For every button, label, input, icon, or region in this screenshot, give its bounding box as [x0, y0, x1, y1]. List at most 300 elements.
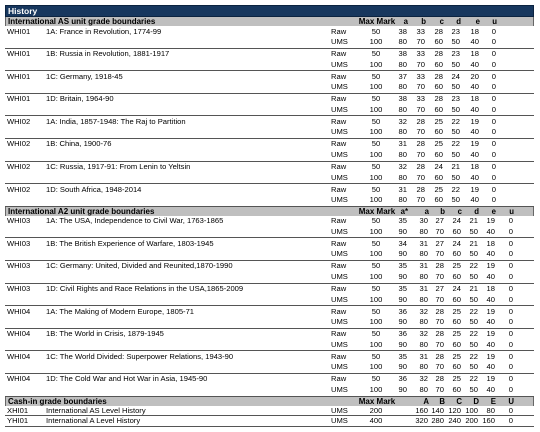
- raw-grade-value: 33: [416, 26, 425, 36]
- unit-row: [5, 306, 534, 329]
- cashin-code: XHI01: [7, 405, 29, 415]
- raw-max-mark: 50: [371, 351, 381, 361]
- unit-code: WHI03: [7, 238, 31, 248]
- raw-grade-value: 19: [470, 184, 479, 194]
- mark-type-raw: Raw: [331, 94, 347, 104]
- raw-grade-value: 24: [434, 162, 443, 172]
- cashin-max-mark: 200: [369, 405, 383, 415]
- raw-grade-value: 32: [398, 116, 407, 126]
- ums-grade-value: 40: [470, 104, 479, 114]
- unit-name: 1A: The USA, Independence to Civil War, 1763-1865: [46, 216, 224, 226]
- ums-grade-value: 60: [434, 104, 443, 114]
- raw-grade-value: 22: [469, 261, 478, 271]
- raw-grade-value: 25: [434, 139, 443, 149]
- raw-grade-value: 27: [435, 284, 444, 294]
- unit-code: WHI04: [7, 306, 31, 316]
- raw-grade-value: 22: [451, 116, 460, 126]
- raw-line: [5, 352, 534, 362]
- raw-grade-value: 19: [470, 116, 479, 126]
- ums-grade-value: 40: [486, 271, 495, 281]
- a2-max-mark-header: Max Mark: [358, 206, 396, 216]
- mark-type-ums: UMS: [331, 149, 348, 159]
- raw-grade-value: 32: [419, 374, 428, 384]
- raw-grade-value: 25: [434, 184, 443, 194]
- mark-type-ums: UMS: [331, 317, 348, 327]
- raw-grade-value: 38: [398, 26, 407, 36]
- ums-grade-value: 80: [419, 271, 428, 281]
- raw-max-mark: 50: [371, 216, 381, 226]
- raw-grade-value: 21: [469, 216, 478, 226]
- cashin-grade-value: 200: [465, 416, 478, 425]
- raw-grade-value: 28: [434, 71, 443, 81]
- cashin-name: International AS Level History: [46, 405, 146, 415]
- ums-line: [5, 385, 534, 395]
- raw-grade-value: 31: [398, 184, 407, 194]
- unit-name: 1A: The Making of Modern Europe, 1805-71: [46, 306, 195, 316]
- ums-grade-value: 0: [491, 104, 496, 114]
- cashin-grade-value: 320: [415, 416, 428, 425]
- ums-grade-value: 80: [419, 317, 428, 327]
- raw-line: [5, 329, 534, 339]
- cashin-grade-value: 160: [482, 416, 495, 425]
- ums-grade-value: 80: [419, 294, 428, 304]
- raw-grade-value: 18: [470, 162, 479, 172]
- raw-grade-value: 0: [508, 351, 513, 361]
- ums-grade-value: 50: [469, 226, 478, 236]
- ums-grade-value: 40: [486, 362, 495, 372]
- ums-line: [5, 227, 534, 237]
- raw-max-mark: 50: [371, 94, 381, 104]
- ums-grade-value: 50: [469, 384, 478, 394]
- ums-max-mark: 100: [369, 226, 383, 236]
- raw-grade-value: 0: [508, 306, 513, 316]
- ums-grade-value: 80: [398, 82, 407, 92]
- raw-grade-value: 18: [470, 94, 479, 104]
- ums-grade-value: 0: [491, 149, 496, 159]
- mark-type-raw: Raw: [331, 162, 347, 172]
- ums-grade-value: 50: [451, 149, 460, 159]
- ums-grade-value: 0: [491, 37, 496, 46]
- ums-max-mark: 100: [369, 195, 383, 205]
- unit-row: [5, 329, 534, 352]
- ums-grade-value: 70: [416, 195, 425, 205]
- ums-grade-value: 60: [452, 271, 461, 281]
- as-grade-header-e: e: [475, 17, 480, 26]
- raw-grade-value: 18: [486, 238, 495, 248]
- raw-grade-value: 25: [452, 306, 461, 316]
- ums-line: [5, 340, 534, 350]
- raw-max-mark: 50: [371, 306, 381, 316]
- ums-grade-value: 0: [508, 317, 513, 327]
- cashin-grade-value: 140: [431, 405, 444, 415]
- ums-grade-value: 90: [398, 249, 407, 259]
- a2-grade-header-e: e: [491, 206, 496, 216]
- as-grade-header-b: b: [421, 17, 426, 26]
- cashin-grade-value: 0: [508, 416, 513, 425]
- raw-grade-value: 23: [451, 94, 460, 104]
- raw-line: [5, 216, 534, 226]
- mark-type-raw: Raw: [331, 216, 347, 226]
- raw-grade-value: 0: [508, 238, 513, 248]
- unit-code: WHI02: [7, 116, 31, 126]
- as-grade-header-a: a: [403, 17, 408, 26]
- raw-line: [5, 284, 534, 294]
- raw-grade-value: 22: [469, 351, 478, 361]
- raw-grade-value: 28: [434, 94, 443, 104]
- cashin-grade-header-E: E: [490, 396, 496, 406]
- unit-code: WHI03: [7, 261, 31, 271]
- unit-row: [5, 71, 534, 94]
- ums-grade-value: 0: [508, 271, 513, 281]
- raw-grade-value: 0: [491, 184, 496, 194]
- raw-grade-value: 37: [398, 71, 407, 81]
- ums-grade-value: 80: [398, 104, 407, 114]
- raw-line: [5, 72, 534, 82]
- ums-line: [5, 60, 534, 70]
- raw-grade-value: 18: [470, 26, 479, 36]
- ums-grade-value: 50: [451, 82, 460, 92]
- unit-name: 1B: Russia in Revolution, 1881-1917: [46, 49, 170, 59]
- ums-grade-value: 90: [398, 271, 407, 281]
- raw-grade-value: 0: [491, 71, 496, 81]
- mark-type-ums: UMS: [331, 226, 348, 236]
- raw-grade-value: 35: [398, 351, 407, 361]
- unit-name: 1D: Civil Rights and Race Relations in the USA,1865-2009: [46, 284, 244, 294]
- raw-line: [5, 27, 534, 37]
- cashin-grade-value: 80: [486, 405, 495, 415]
- ums-max-mark: 100: [369, 339, 383, 349]
- raw-grade-value: 0: [508, 216, 513, 226]
- raw-grade-value: 23: [451, 49, 460, 59]
- ums-grade-value: 90: [398, 317, 407, 327]
- raw-max-mark: 50: [371, 238, 381, 248]
- mark-type-raw: Raw: [331, 284, 347, 294]
- as-section-header: [5, 17, 534, 26]
- raw-grade-value: 0: [491, 26, 496, 36]
- ums-line: [5, 150, 534, 160]
- ums-max-mark: 100: [369, 172, 383, 182]
- as-max-mark-header: Max Mark: [358, 17, 396, 26]
- raw-grade-value: 32: [419, 329, 428, 339]
- raw-grade-value: 33: [416, 71, 425, 81]
- cashin-row: [5, 406, 534, 417]
- ums-grade-value: 40: [470, 82, 479, 92]
- ums-grade-value: 60: [452, 339, 461, 349]
- raw-grade-value: 24: [451, 71, 460, 81]
- cashin-grade-value: 160: [415, 405, 428, 415]
- ums-grade-value: 50: [451, 37, 460, 46]
- as-grade-header-c: c: [439, 17, 444, 26]
- ums-grade-value: 70: [416, 82, 425, 92]
- ums-grade-value: 60: [434, 149, 443, 159]
- raw-grade-value: 31: [419, 261, 428, 271]
- mark-type-raw: Raw: [331, 49, 347, 59]
- ums-grade-value: 0: [491, 127, 496, 137]
- a2-units-table: [5, 216, 534, 397]
- unit-row: [5, 284, 534, 307]
- cashin-grade-header-D: D: [473, 396, 479, 406]
- subject-title: History: [5, 5, 534, 17]
- ums-max-mark: 100: [369, 271, 383, 281]
- ums-max-mark: 100: [369, 59, 383, 69]
- raw-grade-value: 0: [508, 284, 513, 294]
- mark-type-raw: Raw: [331, 71, 347, 81]
- cashin-section-header: [5, 397, 534, 406]
- cashin-code: YHI01: [7, 416, 29, 425]
- raw-grade-value: 19: [470, 139, 479, 149]
- raw-grade-value: 30: [419, 216, 428, 226]
- raw-max-mark: 50: [371, 71, 381, 81]
- ums-line: [5, 295, 534, 305]
- mark-type-ums: UMS: [331, 82, 348, 92]
- raw-grade-value: 24: [452, 238, 461, 248]
- ums-grade-value: 40: [486, 339, 495, 349]
- cashin-mark-type: UMS: [331, 405, 348, 415]
- mark-type-raw: Raw: [331, 26, 347, 36]
- ums-line: [5, 105, 534, 115]
- a2-grade-header-u: u: [509, 206, 514, 216]
- ums-grade-value: 40: [486, 294, 495, 304]
- raw-grade-value: 25: [452, 329, 461, 339]
- raw-grade-value: 31: [398, 139, 407, 149]
- ums-grade-value: 50: [451, 172, 460, 182]
- ums-grade-value: 60: [434, 59, 443, 69]
- unit-row: [5, 162, 534, 185]
- mark-type-raw: Raw: [331, 116, 347, 126]
- ums-line: [5, 272, 534, 282]
- raw-grade-value: 31: [419, 238, 428, 248]
- raw-line: [5, 117, 534, 127]
- mark-type-ums: UMS: [331, 104, 348, 114]
- unit-name: 1C: Germany, 1918-45: [46, 71, 123, 81]
- raw-grade-value: 34: [398, 238, 407, 248]
- unit-code: WHI01: [7, 71, 31, 81]
- ums-grade-value: 90: [398, 226, 407, 236]
- ums-max-mark: 100: [369, 37, 383, 46]
- ums-max-mark: 100: [369, 362, 383, 372]
- cashin-grade-header-C: C: [456, 396, 462, 406]
- ums-line: [5, 173, 534, 183]
- mark-type-ums: UMS: [331, 59, 348, 69]
- unit-code: WHI02: [7, 184, 31, 194]
- ums-grade-value: 60: [452, 294, 461, 304]
- ums-grade-value: 70: [416, 172, 425, 182]
- ums-grade-value: 70: [435, 362, 444, 372]
- raw-grade-value: 28: [435, 261, 444, 271]
- raw-grade-value: 32: [419, 306, 428, 316]
- unit-code: WHI01: [7, 49, 31, 59]
- raw-max-mark: 50: [371, 261, 381, 271]
- ums-grade-value: 40: [470, 149, 479, 159]
- ums-grade-value: 90: [398, 384, 407, 394]
- ums-grade-value: 70: [435, 317, 444, 327]
- ums-grade-value: 0: [508, 294, 513, 304]
- mark-type-raw: Raw: [331, 238, 347, 248]
- ums-grade-value: 90: [398, 294, 407, 304]
- ums-grade-value: 50: [469, 317, 478, 327]
- a2-section-header: [5, 207, 534, 216]
- cashin-grade-value: 240: [448, 416, 461, 425]
- ums-grade-value: 80: [419, 226, 428, 236]
- unit-row: [5, 216, 534, 239]
- ums-grade-value: 40: [470, 127, 479, 137]
- raw-grade-value: 28: [416, 116, 425, 126]
- unit-name: 1B: The British Experience of Warfare, 1803-1945: [46, 238, 214, 248]
- ums-grade-value: 70: [435, 384, 444, 394]
- raw-grade-value: 28: [435, 306, 444, 316]
- raw-grade-value: 0: [491, 94, 496, 104]
- raw-grade-value: 31: [419, 284, 428, 294]
- mark-type-ums: UMS: [331, 339, 348, 349]
- unit-code: WHI02: [7, 139, 31, 149]
- ums-grade-value: 40: [470, 59, 479, 69]
- ums-grade-value: 60: [452, 384, 461, 394]
- raw-max-mark: 50: [371, 26, 381, 36]
- unit-code: WHI04: [7, 329, 31, 339]
- ums-grade-value: 80: [398, 172, 407, 182]
- raw-grade-value: 28: [416, 139, 425, 149]
- cashin-name: International A Level History: [46, 416, 141, 425]
- unit-code: WHI03: [7, 216, 31, 226]
- raw-grade-value: 28: [435, 374, 444, 384]
- ums-grade-value: 70: [416, 149, 425, 159]
- raw-grade-value: 22: [469, 329, 478, 339]
- ums-grade-value: 50: [451, 59, 460, 69]
- cashin-grade-header-U: U: [508, 396, 514, 406]
- raw-grade-value: 0: [508, 261, 513, 271]
- raw-grade-value: 19: [486, 306, 495, 316]
- mark-type-ums: UMS: [331, 294, 348, 304]
- raw-grade-value: 18: [470, 49, 479, 59]
- ums-grade-value: 0: [508, 249, 513, 259]
- as-grade-header-u: u: [492, 17, 497, 26]
- raw-line: [5, 139, 534, 149]
- cashin-grade-value: 0: [508, 405, 513, 415]
- ums-grade-value: 40: [470, 172, 479, 182]
- mark-type-raw: Raw: [331, 261, 347, 271]
- cashin-row: [5, 416, 534, 427]
- unit-name: 1A: India, 1857-1948: The Raj to Partition: [46, 116, 186, 126]
- raw-grade-value: 33: [416, 49, 425, 59]
- cashin-grade-header-B: B: [439, 396, 445, 406]
- ums-line: [5, 82, 534, 92]
- ums-max-mark: 100: [369, 149, 383, 159]
- ums-grade-value: 50: [451, 195, 460, 205]
- ums-grade-value: 60: [434, 37, 443, 46]
- ums-grade-value: 80: [398, 59, 407, 69]
- ums-grade-value: 40: [470, 195, 479, 205]
- ums-grade-value: 50: [469, 249, 478, 259]
- ums-line: [5, 317, 534, 327]
- raw-max-mark: 50: [371, 49, 381, 59]
- raw-grade-value: 23: [451, 26, 460, 36]
- raw-grade-value: 24: [452, 216, 461, 226]
- raw-grade-value: 0: [491, 139, 496, 149]
- ums-grade-value: 50: [469, 362, 478, 372]
- ums-max-mark: 100: [369, 317, 383, 327]
- ums-grade-value: 70: [435, 226, 444, 236]
- raw-max-mark: 50: [371, 116, 381, 126]
- raw-grade-value: 21: [451, 162, 460, 172]
- mark-type-raw: Raw: [331, 306, 347, 316]
- ums-line: [5, 195, 534, 205]
- raw-grade-value: 22: [451, 139, 460, 149]
- mark-type-ums: UMS: [331, 362, 348, 372]
- raw-grade-value: 28: [416, 184, 425, 194]
- ums-max-mark: 100: [369, 384, 383, 394]
- unit-code: WHI04: [7, 374, 31, 384]
- raw-line: [5, 94, 534, 104]
- raw-grade-value: 18: [486, 284, 495, 294]
- raw-grade-value: 25: [452, 351, 461, 361]
- unit-code: WHI01: [7, 26, 31, 36]
- unit-name: 1C: Germany: United, Divided and Reunited,1870-1990: [46, 261, 233, 271]
- raw-grade-value: 32: [398, 162, 407, 172]
- unit-code: WHI01: [7, 94, 31, 104]
- mark-type-ums: UMS: [331, 37, 348, 46]
- mark-type-raw: Raw: [331, 351, 347, 361]
- raw-grade-value: 28: [416, 162, 425, 172]
- raw-line: [5, 162, 534, 172]
- ums-grade-value: 60: [434, 82, 443, 92]
- ums-max-mark: 100: [369, 249, 383, 259]
- ums-line: [5, 127, 534, 137]
- raw-grade-value: 36: [398, 374, 407, 384]
- raw-grade-value: 22: [451, 184, 460, 194]
- unit-row: [5, 351, 534, 374]
- unit-row: [5, 261, 534, 284]
- raw-line: [5, 307, 534, 317]
- unit-code: WHI04: [7, 351, 31, 361]
- ums-grade-value: 0: [508, 384, 513, 394]
- a2-grade-header-d: d: [474, 206, 479, 216]
- raw-grade-value: 28: [435, 351, 444, 361]
- ums-grade-value: 70: [416, 104, 425, 114]
- ums-grade-value: 60: [452, 362, 461, 372]
- unit-name: 1D: The Cold War and Hot War in Asia, 1945-90: [46, 374, 208, 384]
- ums-grade-value: 50: [469, 294, 478, 304]
- raw-grade-value: 0: [508, 374, 513, 384]
- raw-grade-value: 22: [469, 306, 478, 316]
- raw-max-mark: 50: [371, 162, 381, 172]
- raw-grade-value: 27: [435, 238, 444, 248]
- unit-name: 1C: Russia, 1917-91: From Lenin to Yeltsin: [46, 162, 191, 172]
- ums-grade-value: 50: [451, 127, 460, 137]
- raw-grade-value: 0: [491, 162, 496, 172]
- ums-grade-value: 40: [486, 226, 495, 236]
- ums-grade-value: 0: [491, 82, 496, 92]
- raw-grade-value: 0: [508, 329, 513, 339]
- mark-type-ums: UMS: [331, 271, 348, 281]
- unit-name: 1D: South Africa, 1948-2014: [46, 184, 142, 194]
- ums-grade-value: 60: [452, 226, 461, 236]
- ums-line: [5, 37, 534, 47]
- ums-grade-value: 0: [491, 172, 496, 182]
- raw-line: [5, 185, 534, 195]
- ums-grade-value: 80: [398, 127, 407, 137]
- as-units-table: [5, 26, 534, 207]
- raw-grade-value: 35: [398, 284, 407, 294]
- cashin-section-heading: Cash-in grade boundaries: [8, 396, 107, 406]
- mark-type-ums: UMS: [331, 127, 348, 137]
- raw-grade-value: 19: [486, 261, 495, 271]
- raw-grade-value: 21: [469, 284, 478, 294]
- ums-grade-value: 90: [398, 362, 407, 372]
- ums-grade-value: 70: [416, 59, 425, 69]
- ums-grade-value: 0: [491, 195, 496, 205]
- ums-grade-value: 40: [486, 317, 495, 327]
- mark-type-ums: UMS: [331, 384, 348, 394]
